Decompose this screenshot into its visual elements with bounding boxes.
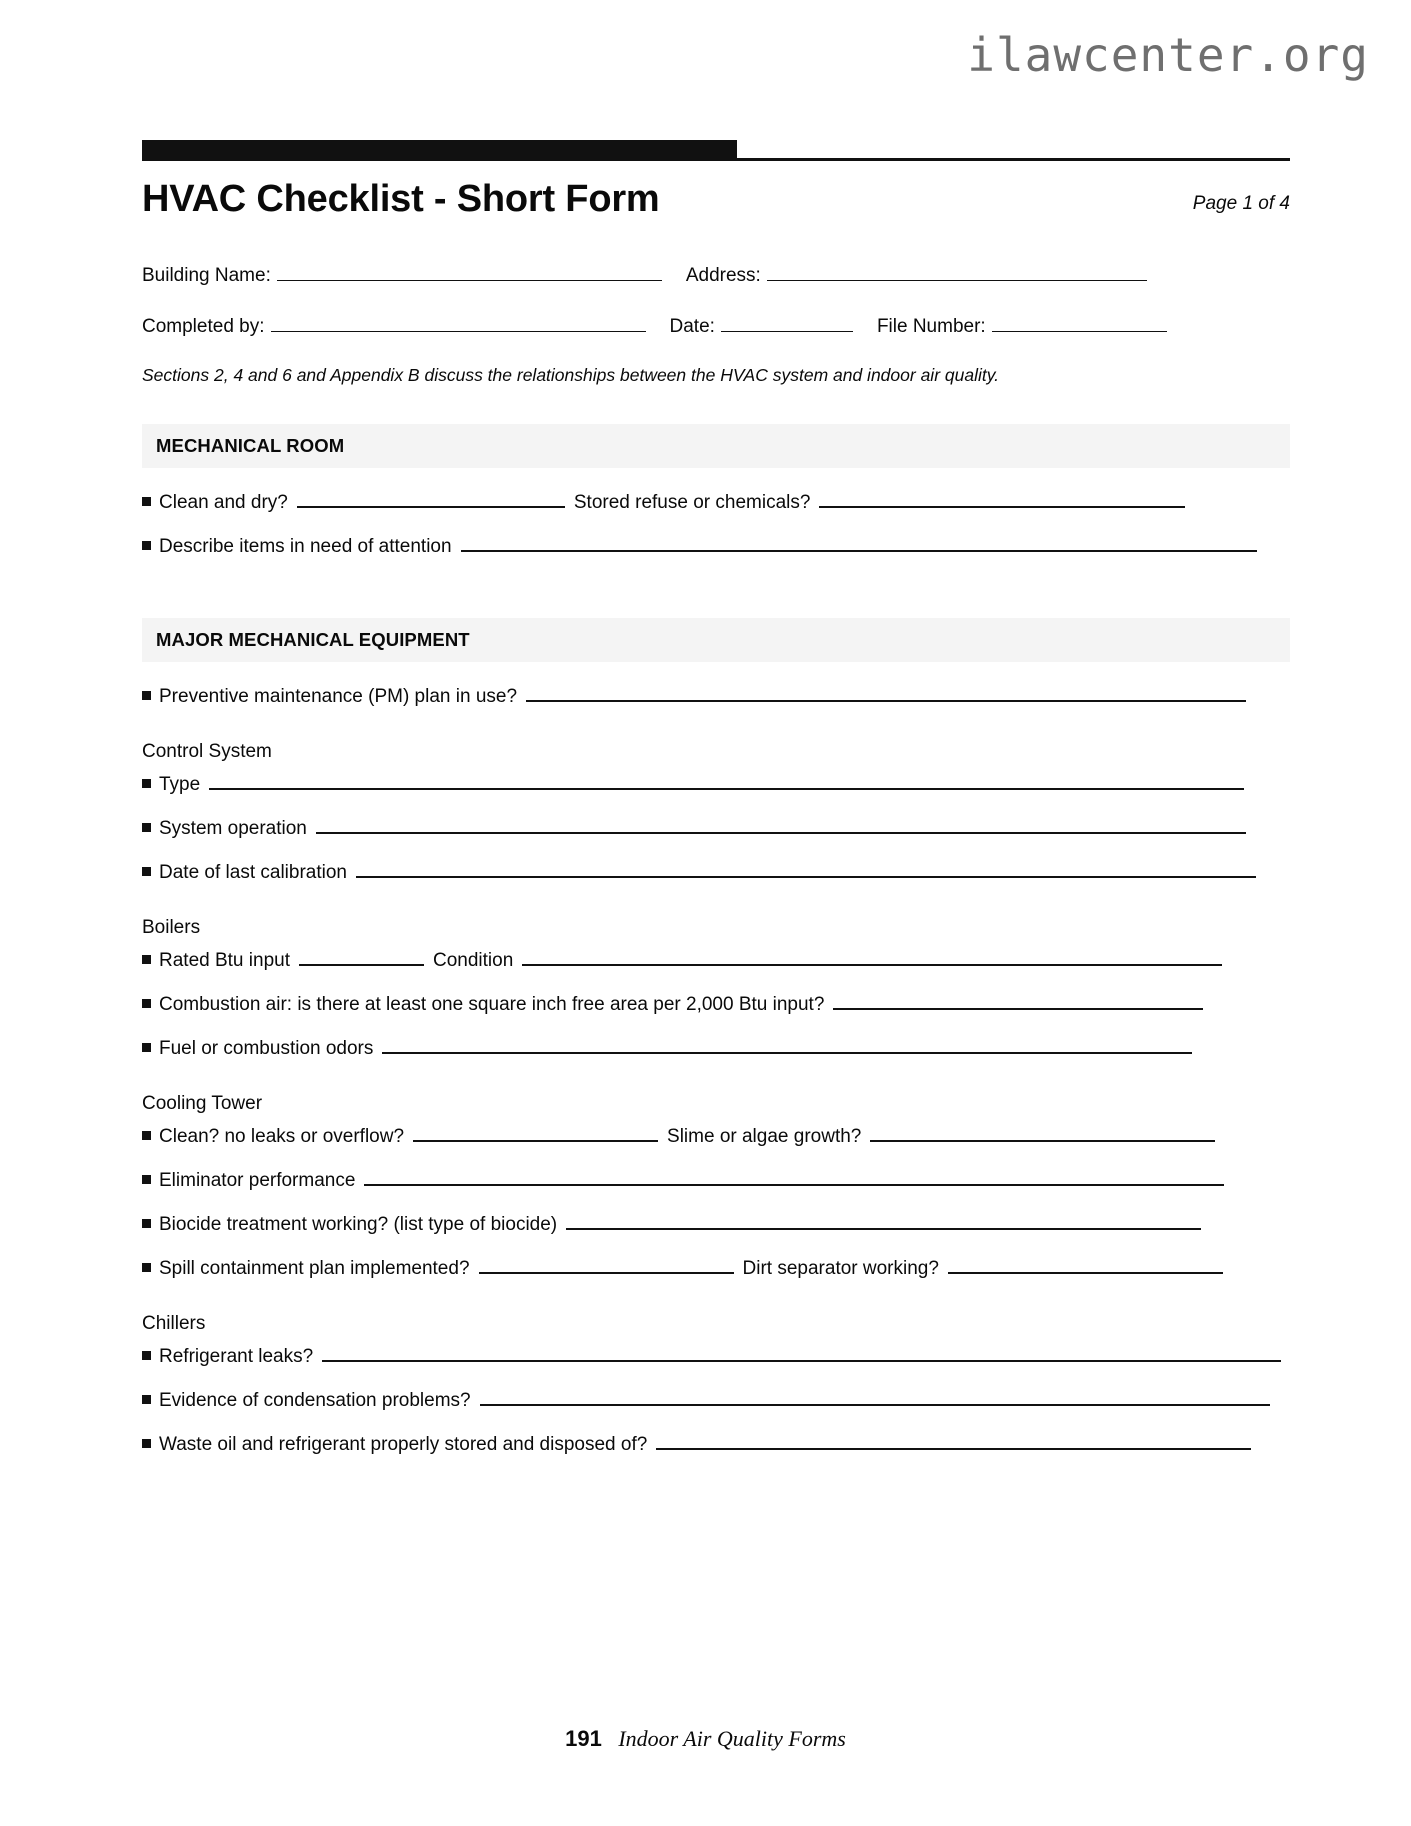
section-header-mechanical-room bbox=[142, 424, 1290, 468]
checklist-item bbox=[142, 950, 1290, 994]
answer-blank-field[interactable] bbox=[479, 1258, 734, 1274]
answer-blank-field[interactable] bbox=[297, 492, 565, 508]
square-bullet-icon bbox=[142, 497, 151, 506]
checklist-item-label: Describe items in need of attention bbox=[159, 535, 452, 557]
building-name-label: Building Name: bbox=[142, 264, 271, 286]
checklist-item-label: Condition bbox=[432, 949, 514, 971]
checklist-item-label: Slime or algae growth? bbox=[667, 1125, 862, 1147]
file-number-field[interactable] bbox=[992, 314, 1167, 332]
intro-note: Sections 2, 4 and 6 and Appendix B discuss the relationships between the HVAC system and indoor air quality. bbox=[142, 364, 1000, 385]
checklist-item bbox=[142, 1434, 1290, 1478]
square-bullet-icon bbox=[142, 1395, 151, 1404]
meta-fields bbox=[142, 263, 1290, 338]
checklist-item bbox=[142, 774, 1290, 818]
checklist-item bbox=[142, 1038, 1290, 1082]
answer-blank-field[interactable] bbox=[382, 1038, 1192, 1054]
checklist-item bbox=[142, 536, 1290, 580]
date-label: Date: bbox=[669, 315, 715, 337]
answer-blank-field[interactable] bbox=[356, 862, 1256, 878]
checklist-item-label: Date of last calibration bbox=[159, 861, 347, 883]
answer-blank-field[interactable] bbox=[522, 950, 1222, 966]
site-watermark: ilawcenter.org bbox=[967, 28, 1369, 82]
checklist-item bbox=[142, 1258, 1290, 1302]
answer-blank-field[interactable] bbox=[322, 1346, 1281, 1362]
answer-blank-field[interactable] bbox=[364, 1170, 1224, 1186]
checklist-item bbox=[142, 994, 1290, 1038]
checklist-item bbox=[142, 492, 1290, 536]
answer-blank-field[interactable] bbox=[316, 818, 1246, 834]
square-bullet-icon bbox=[142, 1175, 151, 1184]
square-bullet-icon bbox=[142, 823, 151, 832]
checklist-item bbox=[142, 862, 1290, 906]
sections-container bbox=[142, 424, 1290, 1478]
answer-blank-field[interactable] bbox=[566, 1214, 1201, 1230]
checklist-item-label: Dirt separator working? bbox=[742, 1257, 939, 1279]
footer-title: Indoor Air Quality Forms bbox=[618, 1726, 846, 1751]
checklist-item-label: Clean? no leaks or overflow? bbox=[159, 1125, 405, 1147]
page-footer bbox=[0, 1726, 1411, 1752]
title-row bbox=[142, 179, 1290, 221]
square-bullet-icon bbox=[142, 691, 151, 700]
completed-by-field[interactable] bbox=[271, 314, 646, 332]
section-title: MECHANICAL ROOM bbox=[156, 434, 345, 456]
file-number-label: File Number: bbox=[876, 315, 986, 337]
checklist-item-label: Combustion air: is there at least one square inch free area per 2,000 Btu input? bbox=[159, 993, 825, 1015]
meta-row-completed bbox=[142, 314, 1290, 338]
checklist-item bbox=[142, 1214, 1290, 1258]
building-name-field[interactable] bbox=[277, 263, 662, 281]
checklist-item-label: Eliminator performance bbox=[159, 1169, 356, 1191]
square-bullet-icon bbox=[142, 1263, 151, 1272]
subsection-heading: Cooling Tower bbox=[142, 1092, 263, 1114]
checklist-item bbox=[142, 1126, 1290, 1170]
checklist-item-label: Type bbox=[159, 773, 201, 795]
square-bullet-icon bbox=[142, 1131, 151, 1140]
section-header-major-mechanical-equipment bbox=[142, 618, 1290, 662]
address-field[interactable] bbox=[767, 263, 1147, 281]
subsection-heading: Chillers bbox=[142, 1312, 206, 1334]
checklist-item-label: Spill containment plan implemented? bbox=[159, 1257, 470, 1279]
page-title: HVAC Checklist - Short Form bbox=[142, 178, 660, 220]
checklist-item bbox=[142, 818, 1290, 862]
date-field[interactable] bbox=[721, 314, 853, 332]
answer-blank-field[interactable] bbox=[480, 1390, 1270, 1406]
checklist-item-label: Stored refuse or chemicals? bbox=[573, 491, 811, 513]
checklist-item-label: Rated Btu input bbox=[159, 949, 290, 971]
square-bullet-icon bbox=[142, 955, 151, 964]
answer-blank-field[interactable] bbox=[819, 492, 1185, 508]
document-content bbox=[142, 0, 1290, 1478]
completed-by-label: Completed by: bbox=[142, 315, 265, 337]
subsection-heading: Control System bbox=[142, 740, 272, 762]
header-black-bar bbox=[142, 140, 737, 158]
answer-blank-field[interactable] bbox=[870, 1126, 1215, 1142]
answer-blank-field[interactable] bbox=[299, 950, 424, 966]
answer-blank-field[interactable] bbox=[461, 536, 1257, 552]
answer-blank-field[interactable] bbox=[948, 1258, 1223, 1274]
subsection-heading: Boilers bbox=[142, 916, 201, 938]
checklist-item-label: Refrigerant leaks? bbox=[159, 1345, 314, 1367]
checklist-item-label: Waste oil and refrigerant properly stored and disposed of? bbox=[159, 1433, 648, 1455]
checklist-item bbox=[142, 1170, 1290, 1214]
square-bullet-icon bbox=[142, 1439, 151, 1448]
square-bullet-icon bbox=[142, 1219, 151, 1228]
meta-row-building bbox=[142, 263, 1290, 287]
page-indicator: Page 1 of 4 bbox=[1192, 192, 1290, 214]
checklist-item bbox=[142, 1390, 1290, 1434]
square-bullet-icon bbox=[142, 541, 151, 550]
answer-blank-field[interactable] bbox=[656, 1434, 1251, 1450]
square-bullet-icon bbox=[142, 867, 151, 876]
checklist-item-label: Preventive maintenance (PM) plan in use? bbox=[159, 685, 518, 707]
checklist-item-label: System operation bbox=[159, 817, 307, 839]
answer-blank-field[interactable] bbox=[209, 774, 1244, 790]
footer-page-number: 191 bbox=[565, 1726, 602, 1751]
checklist-item bbox=[142, 686, 1290, 730]
answer-blank-field[interactable] bbox=[526, 686, 1246, 702]
square-bullet-icon bbox=[142, 1043, 151, 1052]
section-title: MAJOR MECHANICAL EQUIPMENT bbox=[156, 628, 470, 650]
square-bullet-icon bbox=[142, 1351, 151, 1360]
checklist-item-label: Biocide treatment working? (list type of biocide) bbox=[159, 1213, 558, 1235]
address-label: Address: bbox=[685, 264, 761, 286]
answer-blank-field[interactable] bbox=[413, 1126, 658, 1142]
square-bullet-icon bbox=[142, 999, 151, 1008]
checklist-item-label: Evidence of condensation problems? bbox=[159, 1389, 471, 1411]
checklist-item-label: Clean and dry? bbox=[159, 491, 288, 513]
checklist-item bbox=[142, 1346, 1290, 1390]
square-bullet-icon bbox=[142, 779, 151, 788]
header-rule bbox=[142, 140, 1290, 161]
answer-blank-field[interactable] bbox=[833, 994, 1203, 1010]
checklist-item-label: Fuel or combustion odors bbox=[159, 1037, 374, 1059]
